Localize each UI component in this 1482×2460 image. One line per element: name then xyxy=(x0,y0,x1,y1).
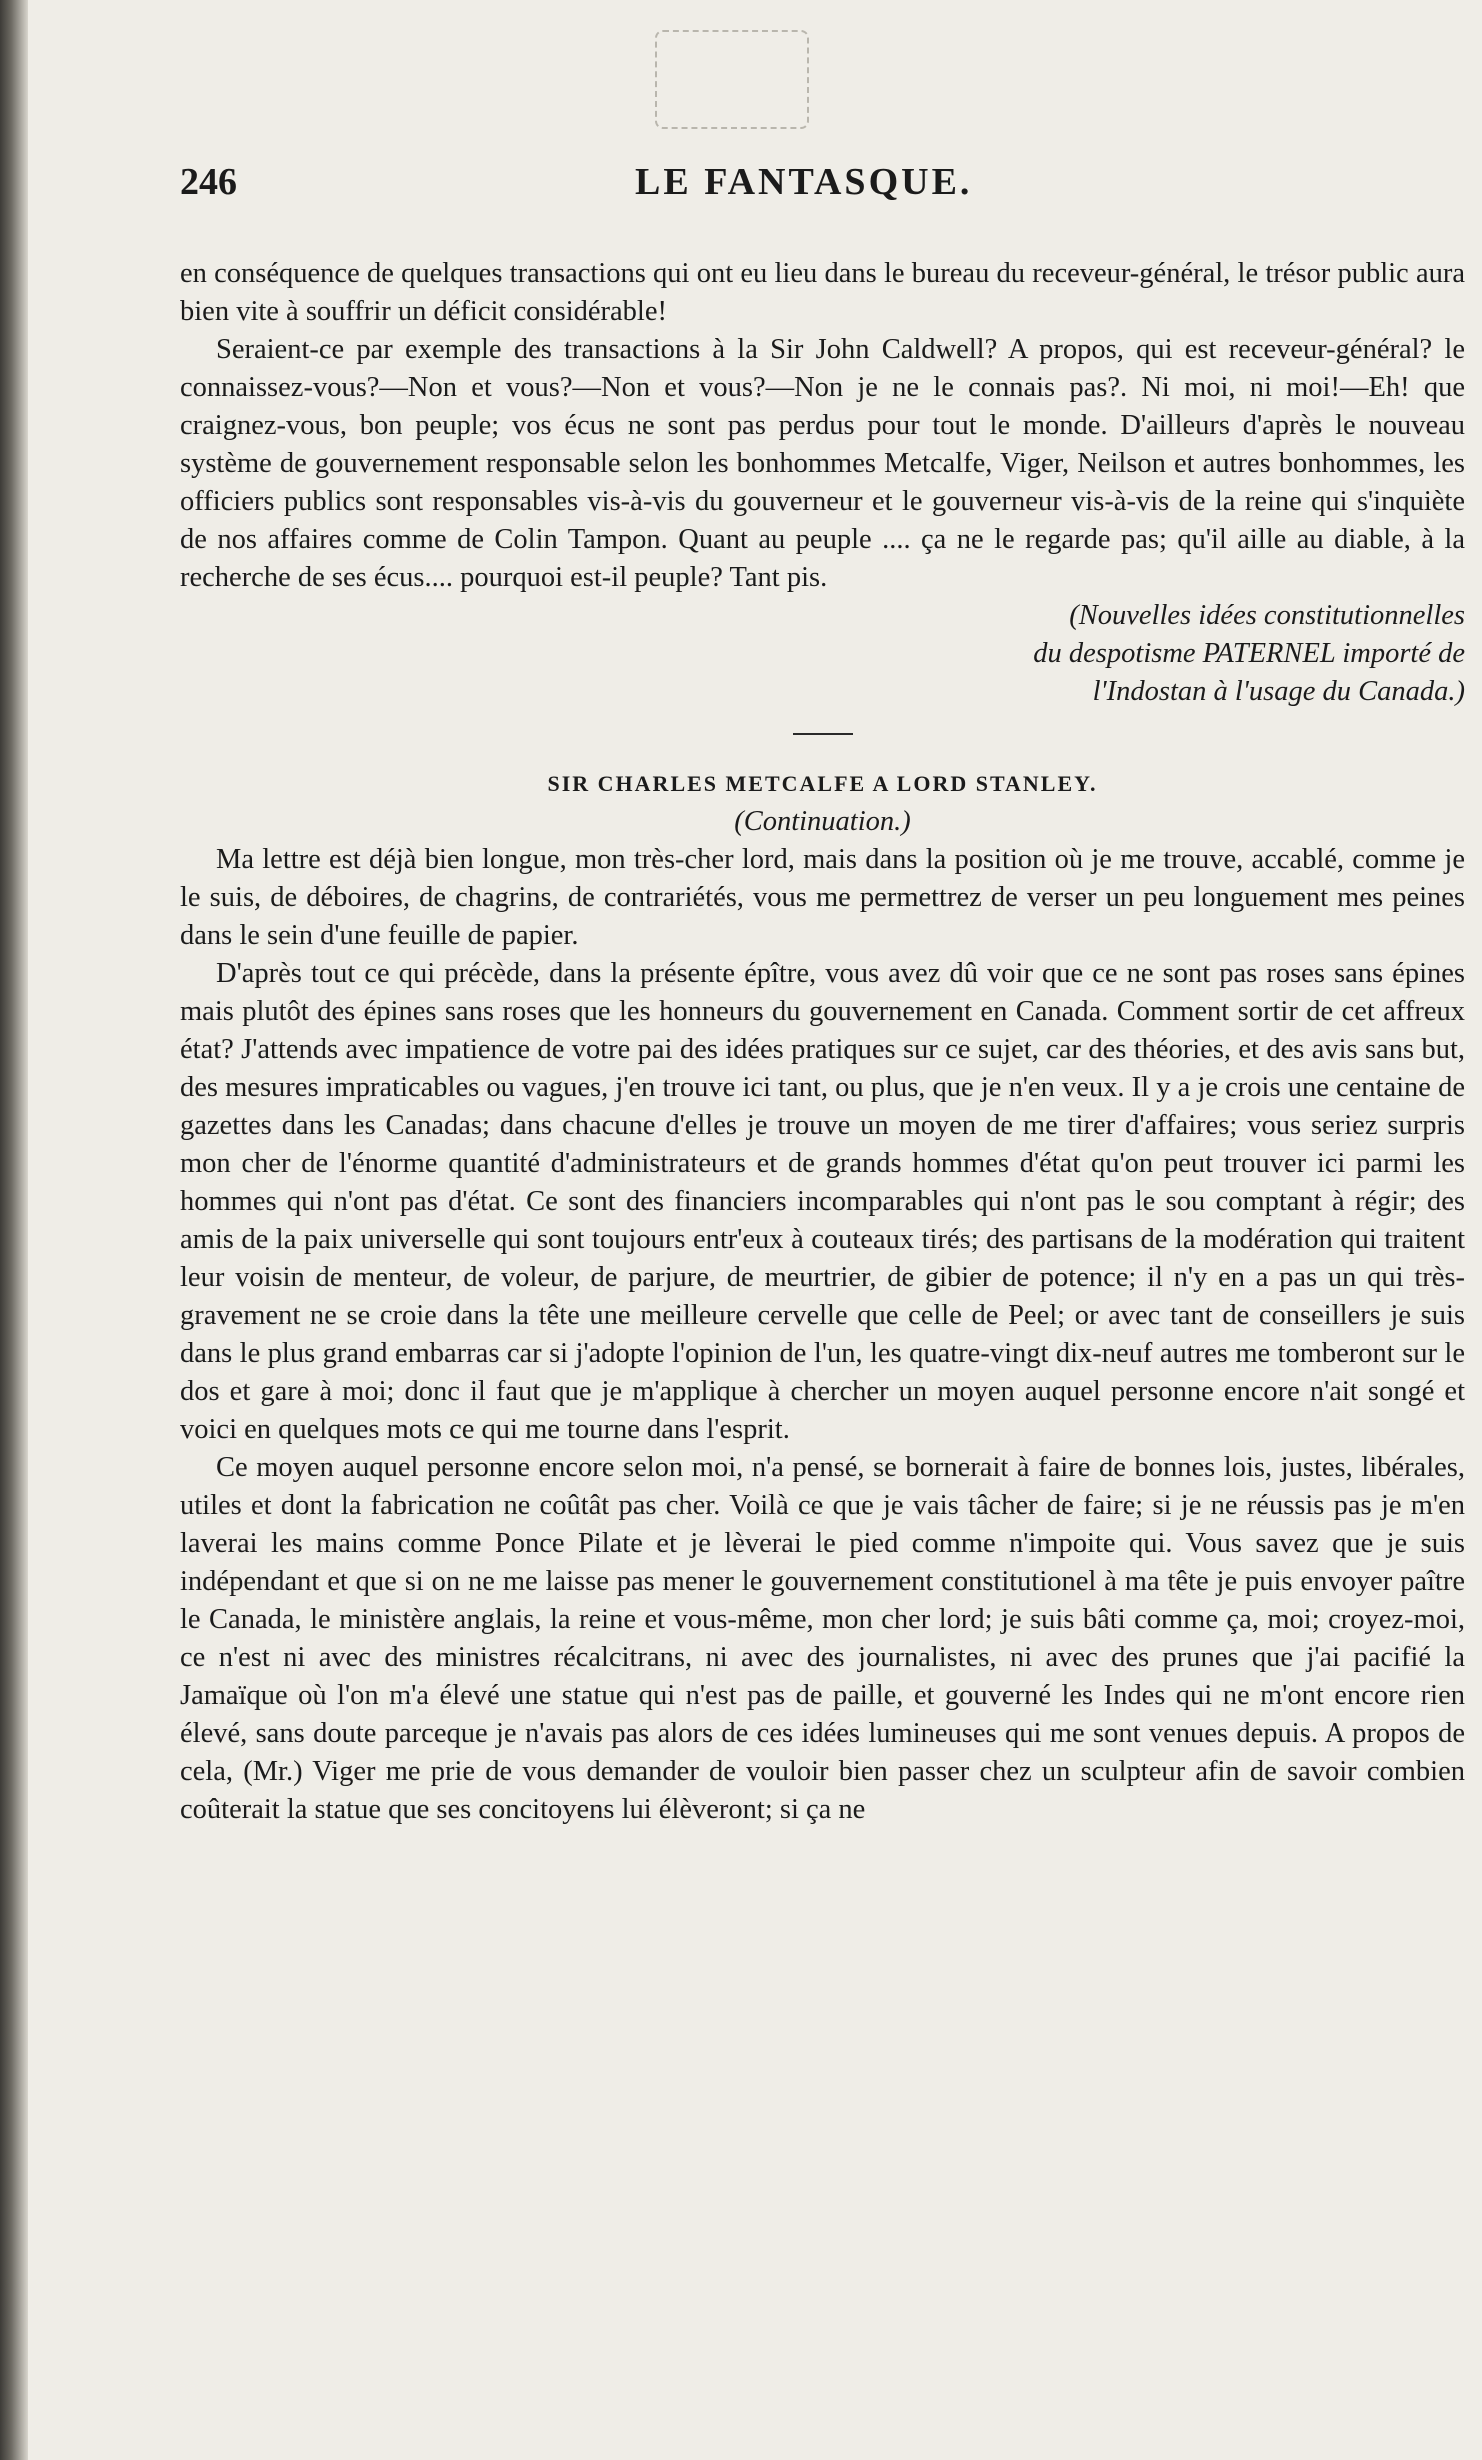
library-stamp xyxy=(655,30,809,129)
signoff-line: du despotisme PATERNEL importé de xyxy=(1033,638,1465,669)
signoff-line: (Nouvelles idées constitutionnelles xyxy=(1069,600,1465,631)
section-subtitle: (Continuation.) xyxy=(734,806,911,837)
section-title: SIR CHARLES METCALFE A LORD STANLEY. xyxy=(547,771,1098,796)
signoff-line: l'Indostan à l'usage du Canada.) xyxy=(1092,676,1465,707)
article-body xyxy=(180,255,1465,1829)
paragraph: D'après tout ce qui précède, dans la présente épître, vous avez dû voir que ce ne sont pas roses sans épines mais plutôt des épines sans roses que les honneurs du gouvernement en Canada. Comment sortir de cet affreux état? J'attends avec impatience de votre pai des idées pratiques sur ce sujet, car des théories, et des avis sans but, des mesures impraticables ou vagues, j'en trouve ici tant, ou plus, que je n'en veux. Il y a je crois une centaine de gazettes dans les Canadas; dans chacune d'elles je trouve un moyen de me tirer d'affaires; vous seriez surpris mon cher de l'énorme quantité d'administrateurs et de grands hommes d'état qu'on peut trouver ici parmi les hommes qui n'ont pas d'état. Ce sont des financiers incomparables qui n'ont pas le sou comptant à régir; des amis de la paix universelle qui sont toujours entr'eux à couteaux tirés; des partisans de la modération qui traitent leur voisin de menteur, de voleur, de parjure, de meurtrier, de gibier de potence; il n'y en a pas un qui très-gravement ne se croie dans la tête une meilleure cervelle que celle de Peel; or avec tant de conseillers je suis dans le plus grand embarras car si j'adopte l'opinion de l'un, les quatre-vingt dix-neuf autres me tomberont sur le dos et gare à moi; donc il faut que je m'applique à chercher un moyen auquel personne encore n'ait songé et voici en quelques mots ce qui me tourne dans l'esprit. xyxy=(180,958,1465,1445)
paragraph: en conséquence de quelques transactions qui ont eu lieu dans le bureau du receveur-général, le trésor public aura bien vite à souffrir un déficit considérable! xyxy=(180,258,1465,327)
running-head xyxy=(180,160,1280,220)
journal-title: LE FANTASQUE. xyxy=(635,161,973,203)
paragraph: Seraient-ce par exemple des transactions à la Sir John Caldwell? A propos, qui est receveur-général? le connaissez-vous?—Non et vous?—Non et vous?—Non je ne le connais pas?. Ni moi, ni moi!—Eh! que craignez-vous, bon peuple; vos écus ne sont pas perdus pour tout le monde. D'ailleurs d'après le nouveau système de gouvernement responsable selon les bonhommes Metcalfe, Viger, Neilson et autres bonhommes, les officiers publics sont responsables vis-à-vis du gouverneur et le gouverneur vis-à-vis de la reine qui s'inquiète de nos affaires comme de Colin Tampon. Quant au peuple .... ça ne le regarde pas; qu'il aille au diable, à la recherche de ses écus.... pourquoi est-il peuple? Tant pis. xyxy=(180,334,1465,593)
page-binding-edge xyxy=(0,0,28,2460)
section-divider xyxy=(793,733,853,735)
paragraph: Ce moyen auquel personne encore selon moi, n'a pensé, se bornerait à faire de bonnes lois, justes, libérales, utiles et dont la fabrication ne coûtât pas cher. Voilà ce que je vais tâcher de faire; si je ne réussis pas je m'en laverai les mains comme Ponce Pilate et je lèverai le pied comme n'impoite qui. Vous savez que je suis indépendant et que si on ne me laisse pas mener le gouvernement constitutionel à ma tête je puis envoyer paître le Canada, le ministère anglais, la reine et vous-même, mon cher lord; je suis bâti comme ça, moi; croyez-moi, ce n'est ni avec des ministres récalcitrans, ni avec des journalistes, ni avec des prunes que j'ai pacifié la Jamaïque où l'on m'a élevé une statue qui n'est pas de paille, et gouverné les Indes qui ne m'ont encore rien élevé, sans doute parceque je n'avais pas alors de ces idées lumineuses qui me sont venues depuis. A propos de cela, (Mr.) Viger me prie de vous demander de vouloir bien passer chez un sculpteur afin de savoir combien coûterait la statue que ses concitoyens lui élèveront; si ça ne xyxy=(180,1452,1465,1825)
page-number: 246 xyxy=(180,161,237,203)
paragraph: Ma lettre est déjà bien longue, mon très-cher lord, mais dans la position où je me trouve, accablé, comme je le suis, de déboires, de chagrins, de contrariétés, vous me permettrez de verser un peu longuement mes peines dans le sein d'une feuille de papier. xyxy=(180,844,1465,951)
